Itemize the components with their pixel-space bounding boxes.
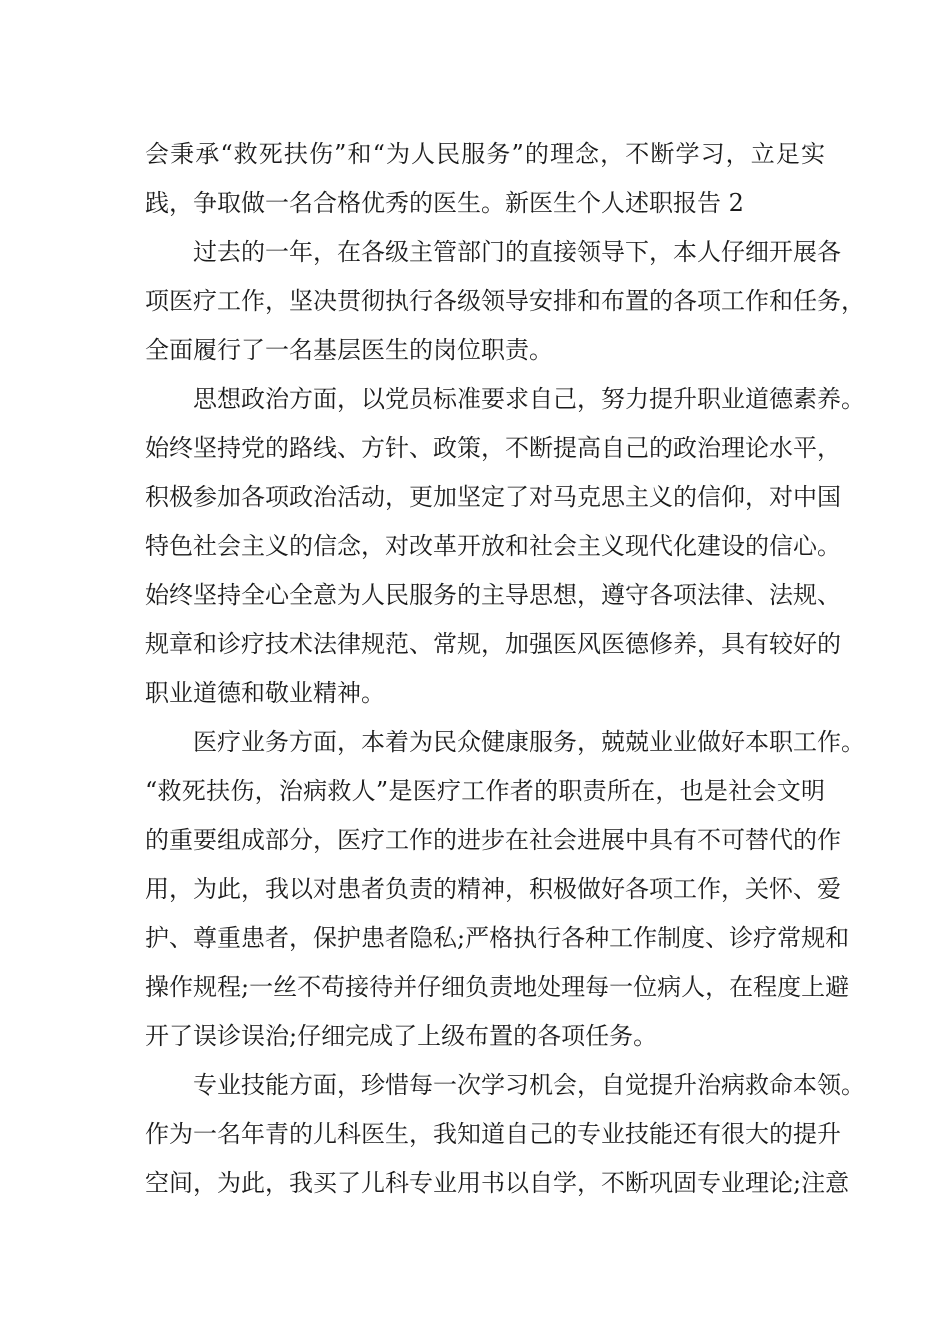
text-line: [0, 575, 950, 615]
line-text: 思想政治方面，以党员标准要求自己，努力提升职业道德素养。: [193, 385, 865, 413]
line-text: 全面履行了一名基层医生的岗位职责。: [145, 336, 553, 364]
line-text: 护、尊重患者，保护患者隐私;严格执行各种工作制度、诊疗常规和: [145, 924, 850, 952]
text-line: [0, 771, 950, 811]
line-text: 规章和诊疗技术法律规范、常规，加强医风医德修养，具有较好的: [145, 630, 841, 658]
line-text: 医疗业务方面，本着为民众健康服务，兢兢业业做好本职工作。: [193, 728, 865, 756]
text-line: [0, 967, 950, 1007]
line-text: 职业道德和敬业精神。: [145, 679, 385, 707]
text-line: [0, 526, 950, 566]
paragraph-first-line: [0, 232, 950, 272]
line-text: 始终坚持全心全意为人民服务的主导思想，遵守各项法律、法规、: [145, 581, 841, 609]
line-text: 特色社会主义的信念，对改革开放和社会主义现代化建设的信心。: [145, 532, 841, 560]
text-line: [0, 918, 950, 958]
line-text: 开了误诊误治;仔细完成了上级布置的各项任务。: [145, 1022, 658, 1050]
text-line: [0, 1114, 950, 1154]
text-line: [0, 281, 950, 321]
line-text: 用，为此，我以对患者负责的精神，积极做好各项工作，关怀、爱: [145, 875, 841, 903]
text-line: [0, 820, 950, 860]
text-line: [0, 477, 950, 517]
line-text: 积极参加各项政治活动，更加坚定了对马克思主义的信仰，对中国: [145, 483, 841, 511]
line-text: 操作规程;一丝不苟接待并仔细负责地处理每一位病人，在程度上避: [145, 973, 850, 1001]
text-line: [0, 1016, 950, 1056]
paragraph-first-line: [0, 379, 950, 419]
text-line: [0, 134, 950, 174]
text-line: [0, 673, 950, 713]
text-line: [0, 330, 950, 370]
line-text: 始终坚持党的路线、方针、政策，不断提高自己的政治理论水平，: [145, 434, 841, 462]
text-line: [0, 183, 950, 223]
text-line: [0, 428, 950, 468]
line-text: “救死扶伤，治病救人”是医疗工作者的职责所在，也是社会文明: [145, 777, 825, 805]
line-text: 践，争取做一名合格优秀的医生。新医生个人述职报告 2: [145, 189, 744, 217]
line-text: 过去的一年，在各级主管部门的直接领导下，本人仔细开展各: [193, 238, 841, 266]
line-text: 的重要组成部分，医疗工作的进步在社会进展中具有不可替代的作: [145, 826, 841, 854]
paragraph-first-line: [0, 722, 950, 762]
line-text: 会秉承“救死扶伤”和“为人民服务”的理念，不断学习，立足实: [145, 140, 825, 168]
line-text: 作为一名年青的儿科医生，我知道自己的专业技能还有很大的提升: [145, 1120, 841, 1148]
paragraph-first-line: [0, 1065, 950, 1105]
text-line: [0, 869, 950, 909]
text-line: [0, 1163, 950, 1203]
line-text: 空间，为此，我买了儿科专业用书以自学，不断巩固专业理论;注意: [145, 1169, 850, 1197]
line-text: 项医疗工作，坚决贯彻执行各级领导安排和布置的各项工作和任务，: [145, 287, 865, 315]
line-text: 专业技能方面，珍惜每一次学习机会，自觉提升治病救命本领。: [193, 1071, 865, 1099]
text-line: [0, 624, 950, 664]
